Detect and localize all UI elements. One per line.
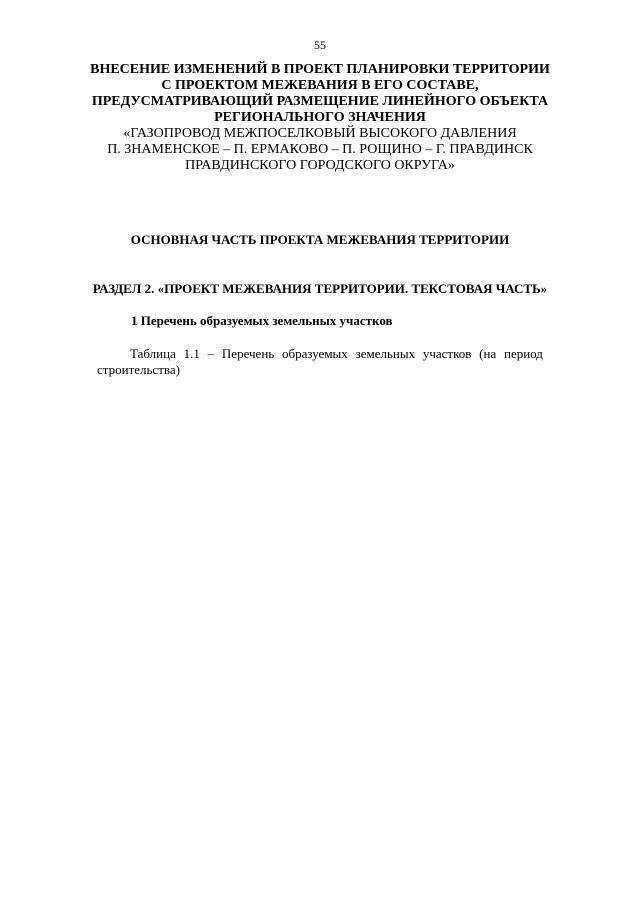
table-caption <box>97 346 543 378</box>
section-heading: РАЗДЕЛ 2. «ПРОЕКТ МЕЖЕВАНИЯ ТЕРРИТОРИИ. ТЕКСТОВАЯ ЧАСТЬ» <box>92 281 548 296</box>
title-line: ПРЕДУСМАТРИВАЮЩИЙ РАЗМЕЩЕНИЕ ЛИНЕЙНОГО ОБЪЕКТА <box>91 94 549 109</box>
title-line: РЕГИОНАЛЬНОГО ЗНАЧЕНИЯ <box>214 110 426 125</box>
page-number: 55 <box>314 38 326 52</box>
caption-word: 1.1 <box>183 346 200 361</box>
object-name-line: ПРАВДИНСКОГО ГОРОДСКОГО ОКРУГА» <box>185 158 455 173</box>
caption-word: участков <box>422 346 472 361</box>
title-line: ВНЕСЕНИЕ ИЗМЕНЕНИЙ В ПРОЕКТ ПЛАНИРОВКИ ТЕРРИТОРИИ <box>90 62 550 77</box>
table-caption-line-2: строительства) <box>97 362 180 377</box>
caption-word: земельных <box>355 346 416 361</box>
document-title <box>60 62 580 174</box>
object-name-line: П. ЗНАМЕНСКОЕ – П. ЕРМАКОВО – П. РОЩИНО – Г. ПРАВДИНСК <box>107 142 533 157</box>
caption-word: – <box>207 346 215 361</box>
main-part-heading: ОСНОВНАЯ ЧАСТЬ ПРОЕКТА МЕЖЕВАНИЯ ТЕРРИТОРИИ <box>130 232 510 247</box>
caption-word: образуемых <box>281 346 348 361</box>
caption-word: период <box>504 346 543 361</box>
title-line: С ПРОЕКТОМ МЕЖЕВАНИЯ В ЕГО СОСТАВЕ, <box>161 78 479 93</box>
caption-word: (на <box>479 346 497 361</box>
caption-word: Таблица <box>130 346 176 361</box>
subsection-heading: 1 Перечень образуемых земельных участков <box>131 313 393 328</box>
caption-word: Перечень <box>221 346 275 361</box>
table-caption-line-1 <box>97 346 543 362</box>
object-name-line: «ГАЗОПРОВОД МЕЖПОСЕЛКОВЫЙ ВЫСОКОГО ДАВЛЕНИЯ <box>123 126 517 141</box>
